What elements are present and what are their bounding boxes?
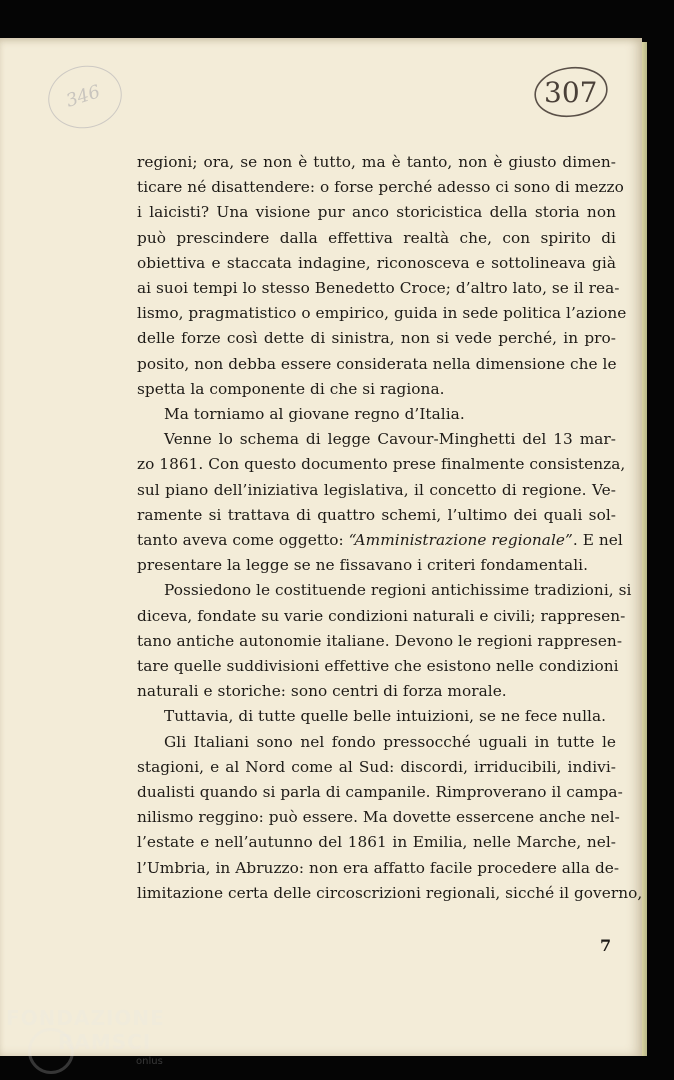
text-segment: . E nel	[572, 531, 623, 550]
text-line: Ma torniamo al giovane regno d’Italia.	[164, 405, 465, 424]
watermark-line3: onlus	[136, 1056, 163, 1067]
watermark-line1: FONDAZIONE	[6, 1006, 165, 1030]
text-line: sul piano dell’iniziativa legislativa, il concetto di regione. Ve-	[137, 480, 616, 499]
text-line: delle forze così dette di sinistra, non si vede perché, in pro-	[137, 329, 616, 348]
text-line: Venne lo schema di legge Cavour-Minghetti del 13 mar-	[164, 430, 616, 449]
text-line: presentare la legge se ne fissavano i criteri fondamentali.	[137, 556, 589, 575]
text-line: i laicisti? Una visione pur anco storicistica della storia non	[137, 203, 616, 222]
archive-stamp-number: 346	[63, 81, 103, 112]
text-line: spetta la componente di che si ragiona.	[137, 379, 445, 398]
watermark-line2: RAMSCI	[58, 1030, 152, 1054]
page-edge	[642, 42, 647, 1056]
text-segment: tanto aveva come oggetto:	[137, 531, 349, 550]
text-line: l’Umbria, in Abruzzo: non era affatto facile procedere alla de-	[137, 858, 620, 877]
folio-text: 307	[544, 76, 598, 109]
text-line: ai suoi tempi lo stesso Benedetto Croce; d’altro lato, se il rea-	[137, 279, 620, 298]
text-line: Possiedono le costituende regioni antichissime tradizioni, si	[164, 581, 632, 600]
text-line: Gli Italiani sono nel fondo pressocché uguali in tutte le	[164, 732, 616, 751]
folio-number-handwritten	[530, 60, 612, 120]
text-line: ramente si trattava di quattro schemi, l’ultimo dei quali sol-	[137, 505, 616, 524]
text-line: naturali e storiche: sono centri di forza morale.	[137, 682, 507, 701]
text-line: stagioni, e al Nord come al Sud: discordi, irriducibili, indivi-	[137, 757, 616, 776]
text-line: l’estate e nell’autunno del 1861 in Emilia, nelle Marche, nel-	[137, 833, 616, 852]
text-line: zo 1861. Con questo documento prese finalmente consistenza,	[137, 455, 626, 474]
text-line: dualisti quando si parla di campanile. Rimproverano il campa-	[137, 783, 623, 802]
text-line: nilismo reggino: può essere. Ma dovette essercene anche nel-	[137, 808, 620, 827]
text-line: lismo, pragmatistico o empirico, guida in sede politica l’azione	[137, 304, 627, 323]
text-line: può prescindere dalla effettiva realtà che, con spirito di	[137, 228, 616, 247]
text-line: tare quelle suddivisioni effettive che esistono nelle condizioni	[137, 657, 619, 676]
text-line: diceva, fondate su varie condizioni naturali e civili; rappresen-	[137, 606, 626, 625]
text-line: ticare né disattendere: o forse perché adesso ci sono di mezzo	[137, 178, 624, 197]
text-line: limitazione certa delle circoscrizioni regionali, sicché il governo,	[137, 883, 643, 902]
body-text	[137, 150, 643, 906]
text-line: Tuttavia, di tutte quelle belle intuizioni, se ne fece nulla.	[164, 707, 607, 726]
page-number: 7	[600, 936, 612, 955]
text-line: tano antiche autonomie italiane. Devono le regioni rappresen-	[137, 631, 623, 650]
text-line: posito, non debba essere considerata nella dimensione che le	[137, 354, 617, 373]
text-line: obiettiva e staccata indagine, riconosceva e sottolineava già	[137, 253, 616, 272]
text-line: regioni; ora, se non è tutto, ma è tanto, non è giusto dimen-	[137, 153, 616, 171]
italic-title: “Amministrazione regionale”	[348, 531, 573, 550]
text-line-mixed	[137, 528, 623, 553]
